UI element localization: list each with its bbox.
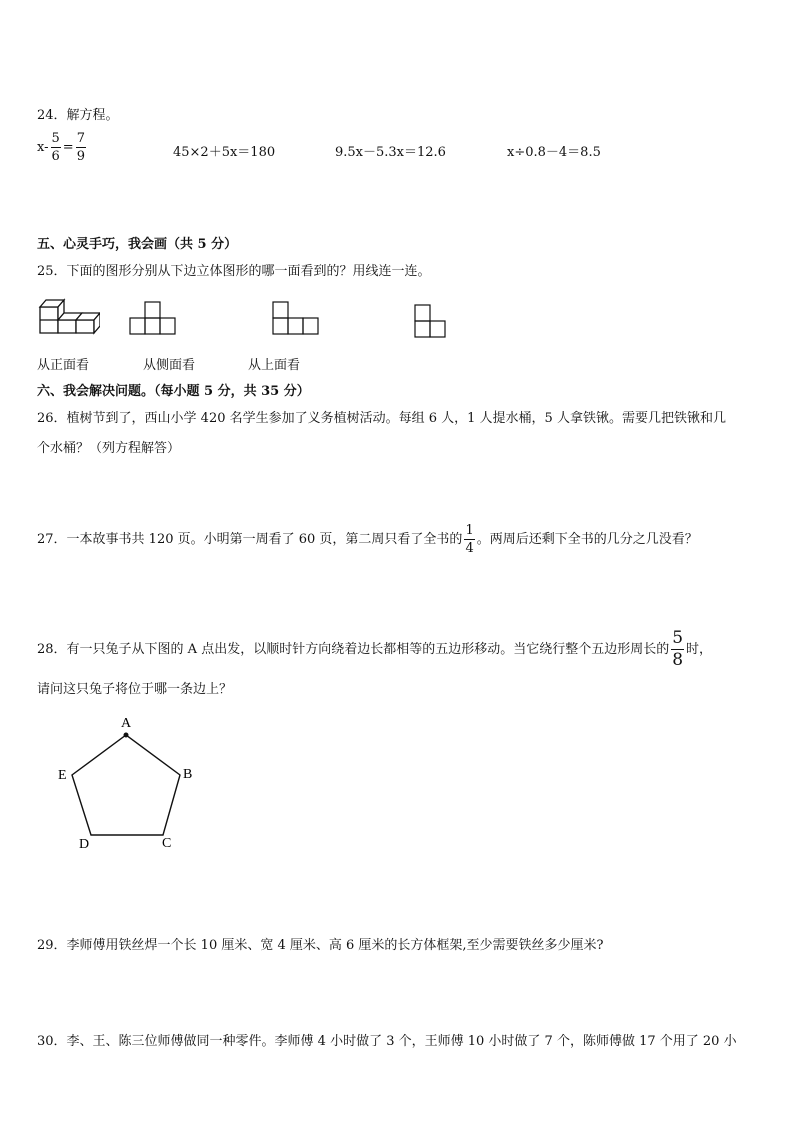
equals-sign: = [62,140,74,155]
equation-1 [37,132,88,163]
fraction-denominator: 6 [51,149,60,164]
view-label-side: 从侧面看 [143,358,196,373]
point-a-dot [124,733,129,738]
equation-3: 9.5x－5.3x＝12.6 [335,145,446,160]
fraction-numerator: 5 [672,628,684,648]
fraction-numerator: 1 [465,523,474,538]
equation-2: 45×2＋5x＝180 [173,145,276,160]
fraction-numerator: 7 [76,131,85,146]
q27-text [37,524,698,555]
view-shape-2 [272,300,320,336]
q27-before: 27．一本故事书共 120 页。小明第一周看了 60 页，第二周只看了全书的 [37,532,463,547]
q26-line1: 26．植树节到了，西山小学 420 名学生参加了义务植树活动。每组 6 人，1 人提水桶，5 人拿铁锹。需要几把铁锹和几 [37,411,726,426]
fraction-5-6 [51,132,61,163]
q28-before: 28．有一只兔子从下图的 A 点出发，以顺时针方向绕着边长都相等的五边形移动。当它绕行整个五边形周长的 [37,642,670,657]
pentagon-figure [50,710,210,860]
fraction-5-8 [671,630,684,669]
view-shape-3 [414,303,448,339]
fraction-denominator: 4 [465,541,474,556]
section6-heading: 六、我会解决问题。（每小题 5 分，共 35 分） [37,384,310,399]
q26-line2: 个水桶？（列方程解答） [37,441,181,456]
q27-after: 。两周后还剩下全书的几分之几没看？ [476,532,698,547]
q24-title: 24．解方程。 [37,108,119,123]
q29-text: 29．李师傅用铁丝焊一个长 10 厘米、宽 4 厘米、高 6 厘米的长方体框架,至少需要铁丝多少厘米? [37,938,604,953]
cube-solid-figure [38,295,100,335]
q28-line2: 请问这只兔子将位于哪一条边上？ [37,682,233,697]
label-d: D [79,837,90,852]
label-e: E [58,768,67,783]
view-label-top: 从上面看 [248,358,301,373]
fraction-7-9 [76,132,86,163]
label-a: A [121,716,132,731]
eq1-prefix: x- [37,140,49,155]
view-shape-1 [129,300,177,336]
q30-text: 30．李、王、陈三位师傅做同一种零件。李师傅 4 小时做了 3 个，王师傅 10 小时做了 7 个，陈师傅做 17 个用了 20 小 [37,1034,737,1049]
section5-heading: 五、心灵手巧，我会画（共 5 分） [37,237,238,252]
view-label-front: 从正面看 [37,358,90,373]
equation-4: x÷0.8－4＝8.5 [507,145,601,160]
pentagon-shape [72,735,180,835]
label-b: B [183,767,193,782]
fraction-1-4 [464,524,474,555]
q25-text: 25．下面的图形分别从下边立体图形的哪一面看到的？用线连一连。 [37,264,431,279]
fraction-denominator: 8 [672,650,684,670]
fraction-numerator: 5 [51,131,60,146]
fraction-denominator: 9 [76,149,85,164]
q28-after: 时， [686,642,713,657]
q28-line1 [37,630,712,669]
label-c: C [162,836,172,851]
